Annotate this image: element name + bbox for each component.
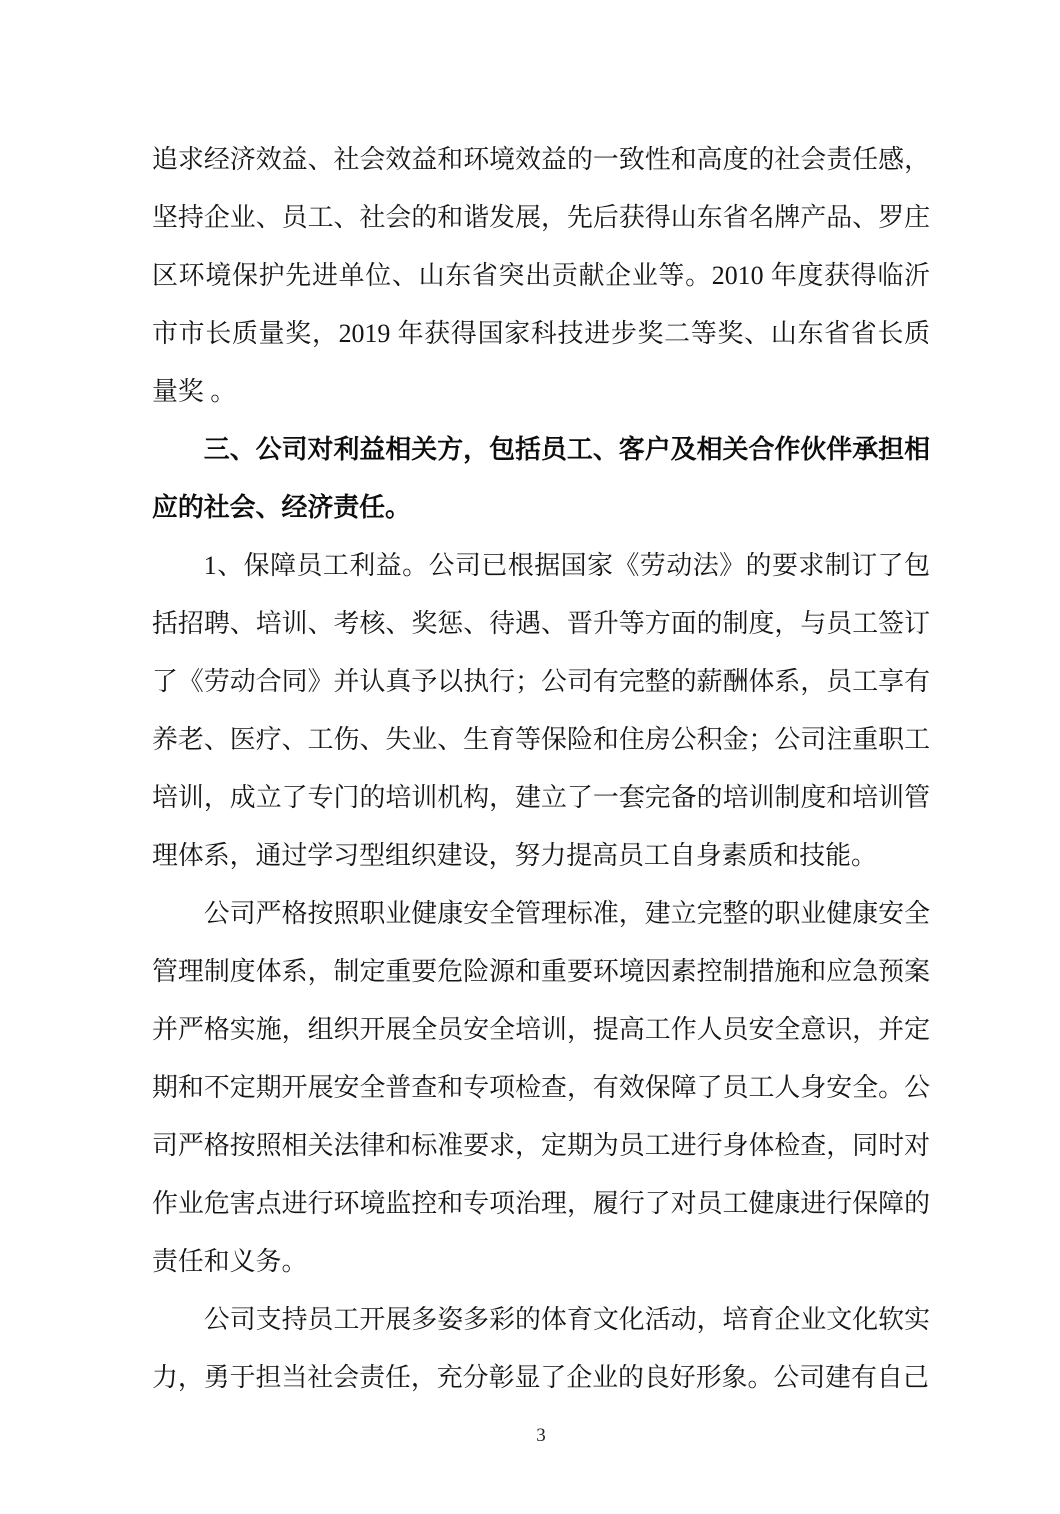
section-heading: 三、公司对利益相关方，包括员工、客户及相关合作伙伴承担相应的社会、经济责任。 [152,436,930,522]
body-paragraph-employee-benefits: 1、保障员工利益。公司已根据国家《劳动法》的要求制订了包括招聘、培训、考核、奖惩、待遇、晋升等方面的制度，与员工签订了《劳动合同》并认真予以执行；公司有完整的薪酬体系，员工享有养老、医疗、工伤、失业、生育等保险和住房公积金；公司注重职工培训，成立了专门的培训机构，建立了一套完备的培训制度和培训管理体系，通过学习型组织建设，努力提高员工自身素质和技能。 [152,551,930,870]
body-paragraph-continuation: 追求经济效益、社会效益和环境效益的一致性和高度的社会责任感，坚持企业、员工、社会的和谐发展，先后获得山东省名牌产品、罗庄区环境保护先进单位、山东省突出贡献企业等。2010 年度获得临沂市市长质量奖，2019 年获得国家科技进步奖二等奖、山东省省长质量奖 。 [152,145,930,406]
body-paragraph-culture-activities: 公司支持员工开展多姿多彩的体育文化活动，培育企业文化软实力，勇于担当社会责任，充分彰显了企业的良好形象。公司建有自己 [152,1305,930,1392]
page-number: 3 [536,1425,546,1446]
text-block [152,131,930,1407]
body-paragraph-safety-management: 公司严格按照职业健康安全管理标准，建立完整的职业健康安全管理制度体系，制定重要危险源和重要环境因素控制措施和应急预案并严格实施，组织开展全员安全培训，提高工作人员安全意识，并定期和不定期开展安全普查和专项检查，有效保障了员工人身安全。公司严格按照相关法律和标准要求，定期为员工进行身体检查，同时对作业危害点进行环境监控和专项治理，履行了对员工健康进行保障的责任和义务。 [152,899,930,1276]
